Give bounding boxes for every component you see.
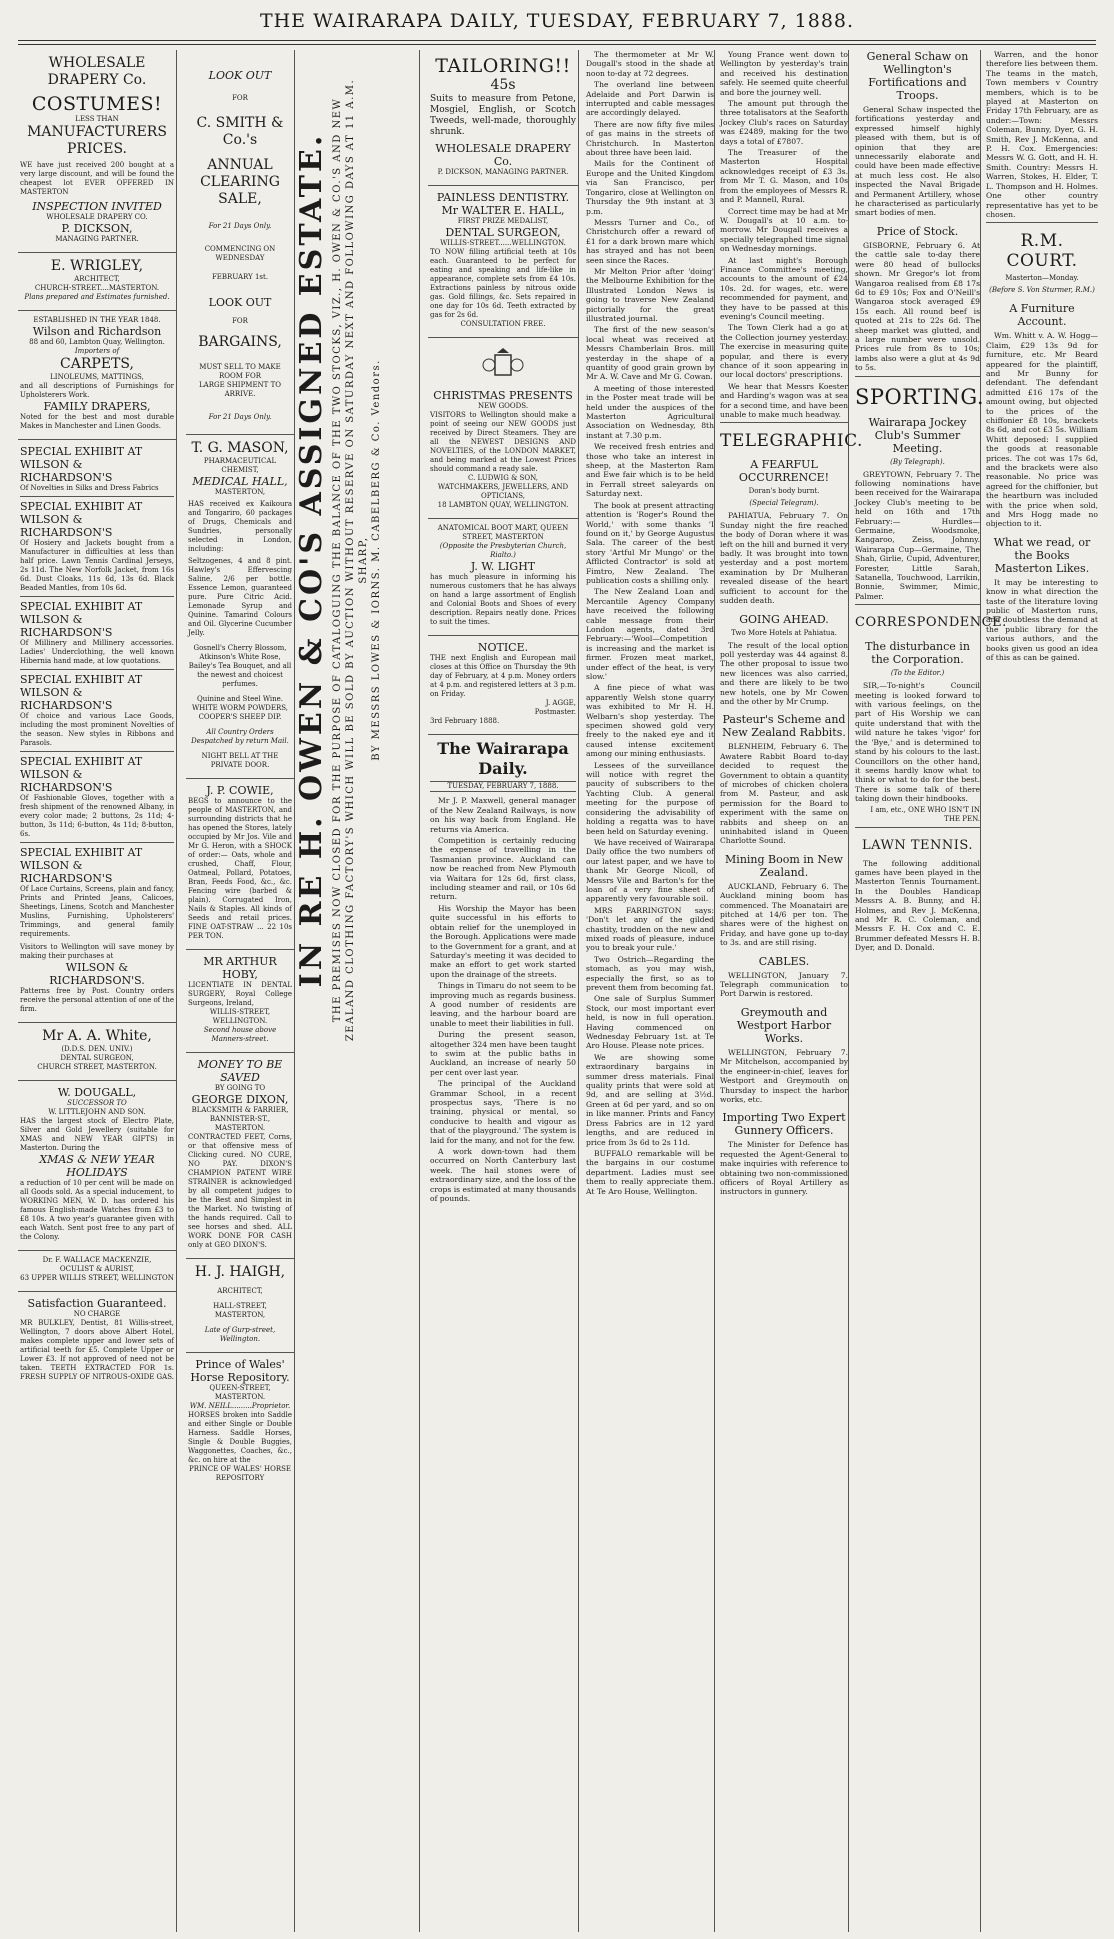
divider [855, 376, 980, 377]
exhibit-text: Of Lace Curtains, Screens, plain and fancy, Prints and Printed Jeans, Calicoes, Sheetings, Linens, Scotch and Manchester Muslins, Furnishing, Upholsterers' Trimmings, and general family requirements. [20, 885, 174, 938]
column-2 [186, 50, 295, 1932]
divider [855, 827, 980, 828]
advert-headline: MEDICAL HALL, [192, 475, 288, 488]
paragraph: A meeting of those interested in the Poster meat trade will be held under the auspices of the Masterton Agricultural Association on Wednesday, 8th instant at 7.30 p.m. [586, 383, 714, 440]
exhibit-title: SPECIAL EXHIBIT AT WILSON & RICHARDSON'S [20, 600, 143, 639]
paragraph: We hear that Messrs Koester and Harding's wagon was at sea for a second time, and have been unable to make much headway. [720, 381, 848, 420]
exhibit-title: SPECIAL EXHIBIT AT WILSON & RICHARDSON'S [20, 500, 143, 539]
advert-headline: COSTUMES! [31, 93, 163, 115]
advert-text: MUST SELL TO MAKE ROOM FOR [199, 363, 281, 380]
news-paragraphs [720, 50, 848, 419]
advert-text: LICENTIATE IN DENTAL SURGERY, Royal College Surgeons, Ireland, [188, 981, 292, 1007]
article-heading: Greymouth and Westport Harbor Works. [736, 1005, 832, 1045]
advert-text: NIGHT BELL AT THE PRIVATE DOOR. [201, 752, 279, 769]
advert-text: MANAGING PARTNER. [55, 235, 139, 243]
article-subheading: (By Telegraph). [890, 457, 945, 466]
paragraph: PAHIATUA, February 7. On Sunday night the fire reached the body of Doran where it was left on the hill and burned it very badly. It was brought into town yesterday and a post mortem examination by Dr Mulheran revealed disease of the heart sufficient to account for the sudden death. [720, 511, 848, 606]
paragraph: Things in Timaru do not seem to be improving much as regards business. A good number of residents are leaving, and the harbour board are unable to meet their liabilities in full. [430, 981, 576, 1028]
notice-role: Postmaster. [534, 708, 576, 717]
paragraph: GREYTOWN, February 7. The following nominations have been received for the Wairarapa Jockey Club's meeting to be held on 16th and 17th February:— Hurdles—Germaine, Woodsmoke, Kangaroo, Zeiss, Johnny. Wairarapa Cup—Germaine, The Shah, Girlie, Cupid, Adventurer, Forester, Little Sarah, Satanella, Touchwood, Larrikin, Bonnie, Swimmer, Mimic, Palmer. [855, 469, 980, 601]
advert-text: and all descriptions of Furnishings for Upholsterers Work. [20, 382, 174, 399]
advert-text: Visitors to Wellington will save money by making their purchases at [20, 943, 174, 960]
paragraph: SIR,—To-night's Council meeting is looked forward to with various feelings, on the part of His Worship we can quite understand that with the wild nature he takes 'vigor' for the 'Bye,' and is determined to stand by his colours to the last. Councillors on the other hand, it seems hardly know what to think or what to do for the best. There is some talk of there taking down their hindbooks. [855, 681, 980, 804]
advert-text: 88 and 60, Lambton Quay, Wellington. [29, 338, 165, 346]
advert-text: OCULIST & AURIST, [59, 1265, 135, 1273]
advert-text: LARGE SHIPMENT TO ARRIVE. [199, 381, 281, 398]
advert-text: DENTAL SURGEON, [60, 1054, 134, 1062]
paragraph: MRS FARRINGTON says: 'Don't let any of the gilded chastity, trodden on the new and mixed roads of pleasure, induce you to break your rule.' [586, 905, 714, 953]
paragraph: BUFFALO remarkable will be the bargains in our costume department. Ladies must see them to really appreciate them. At Te Aro House, Wellington. [586, 1148, 714, 1196]
advert-text: NEW GOODS. [477, 402, 529, 411]
section-heading: R.M. COURT. [1006, 231, 1078, 272]
masthead-rule [18, 40, 1096, 41]
advert-text: VISITORS to Wellington should make a point of seeing our NEW GOODS just received by Direct Steamers. They are all the NEWEST DESIGNS AND NOVELTIES, of the LONDON MARKET, and being marked at the Lowest Prices should command a ready sale. [430, 411, 576, 474]
article-heading: Pasteur's Scheme and New Zealand Rabbits. [722, 713, 846, 740]
paper-date: TUESDAY, FEBRUARY 7, 1888. [430, 781, 576, 792]
paragraph: AUCKLAND, February 6. The Auckland mining boom has commenced. The Moanatairi are pitched at 14/6 per ton. The shares were of the highest on Friday, and have gone up to-day to 3s. and are still rising. [720, 881, 848, 948]
paragraph: Competition is certainly reducing the expense of travelling in the Tasmanian province. Auckland can now be reached from New Plymouth via Waitara for 12s 6d, first class, including steamer and rail, or 10s 6d return. [430, 836, 576, 902]
exhibit-title: SPECIAL EXHIBIT AT WILSON & RICHARDSON'S [20, 673, 143, 712]
advert-text: BLACKSMITH & FARRIER, [191, 1106, 289, 1114]
advert-title: WHOLESALE DRAPERY Co. [47, 55, 147, 88]
article-subheading: Two More Hotels at Pahiatua. [731, 628, 837, 637]
column-5 [586, 50, 715, 1932]
article-heading: CABLES. [758, 954, 810, 968]
advert-text: LOOK OUT [208, 69, 272, 82]
vertical-notice-text [293, 70, 383, 1050]
divider [20, 842, 174, 843]
advert-dixon-blacksmith [186, 1053, 294, 1259]
advert-text: W. LITTLEJOHN AND SON. [48, 1108, 146, 1116]
advert-text: For 21 Days Only. [208, 413, 272, 421]
advert-haigh-architect [186, 1259, 294, 1353]
paragraph: Warren, and the honor therefore lies between them. The teams in the match, Town members v Country members, which is to be played at Masterton on Friday 17th February, are as under:—Town: Messrs Coleman, Bunny, Dyer, G. H. Smith, Rev J. McKenna, and P. H. Cox. Emergencies: Messrs W. G. Gott, and H. H. Smith. Country: Messrs H. Warren, Stokes, H. Elder, T. L. Thompson and H. Holmes. One other country representative has yet to be chosen. [986, 50, 1099, 219]
editorial-section [428, 735, 578, 1209]
divider [720, 422, 848, 423]
paragraph: The overland line between Adelaide and Port Darwin is interrupted and cable messages are accordingly delayed. [586, 80, 714, 118]
advert-name: J. W. LIGHT [470, 560, 536, 574]
article-heading: Price of Stock. [876, 224, 959, 238]
exhibit-text: Of Hosiery and Jackets bought from a Manufacturer in difficulties at less than half price. Lawn Tennis Cardinal Jerseys, 2s 11d. The New Norfolk Jacket, from 16s 6d. Dust Cloaks, 11s 6d, 13s 6d. Black Beaded Mantles, from 10s 6d. [20, 539, 174, 592]
section-heading: CORRESPONDENCE. [855, 615, 1007, 631]
editorial-paragraphs [430, 796, 576, 1203]
article-heading: What we read, or the Books Masterton Likes. [993, 535, 1091, 575]
advert-text: WHOLESALE DRAPERY CO. [46, 213, 148, 221]
royal-crest-icon [479, 347, 527, 383]
advert-name: P. DICKSON, [61, 222, 133, 235]
masthead-rule [18, 44, 1096, 45]
advert-headline: MONEY TO BE SAVED [197, 1058, 283, 1084]
advert-name: MR ARTHUR HOBY, [203, 955, 277, 981]
advert-text: SUCCESSOR TO [67, 1099, 127, 1107]
advert-text: NO CHARGE [73, 1310, 121, 1318]
advert-text: TO NOW filling artificial teeth at 10s each. Guaranteed to be perfect for eating and speaking and life-like in appearance, complete sets from £4 10s. Extractions painless by nitrous oxide gas. Gold fillings, &c. Sets repaired in one day for 10s 6d. Teeth extracted by gas for 2s 6d. [430, 248, 576, 319]
exhibit-text: Of choice and various Lace Goods, including the most prominent Novelties of the season. New styles in Ribbons and Parasols. [20, 712, 174, 747]
advert-headline: XMAS & NEW YEAR HOLIDAYS [39, 1153, 155, 1179]
vertical-footer: BY MESSRS LOWES & IORNS. M. CABELBERG & Co. Vendors. [371, 359, 382, 761]
notice-title: NOTICE. [477, 641, 529, 655]
advert-text: HORSES broken into Saddle and either Single or Double Harness. Saddle Horses, Single & Double Buggies, Waggonettes, Coaches, &c., &c. on hire at the [188, 1411, 292, 1464]
advert-text: ARCHITECT, [74, 275, 120, 283]
exhibit-item [20, 445, 174, 493]
advert-name: W. DOUGALL, [57, 1086, 137, 1099]
advert-name: H. J. HAIGH, [194, 1264, 286, 1280]
advert-text: BANNISTER-ST., MASTERTON. [209, 1115, 271, 1132]
column-4 [428, 50, 579, 1932]
paper-title: The Wairarapa Daily. [437, 739, 569, 779]
advert-headline: TAILORING!! [435, 55, 571, 77]
advert-text: MR BULKLEY, Dentist, 81 Willis-street, Wellington, 7 doors above Albert Hotel, makes complete upper and lower sets of artificial teeth for £5. Complete Upper or Lower £3. If not approved of need not be taken. TEETH EXTRACTED FOR 1s. FRESH SUPPLY OF NITROUS-OXIDE GAS. [20, 1319, 174, 1381]
paragraph: The first of the new season's local wheat was received at Messrs Chamberlain Bros. mill yesterday in the shape of a quantity of good grain grown by Mr A. W. Cave and Mr G. Cowan. [586, 325, 714, 382]
paragraph: The amount put through the three totalisators at the Seaforth Jockey Club's races on Saturday was £2489, making for the two days a total of £7807. [720, 99, 848, 146]
advert-hall-dentist [428, 186, 578, 338]
advert-name: WHOLESALE DRAPERY Co. [435, 142, 571, 168]
advert-mackenzie [18, 1251, 176, 1292]
divider [855, 604, 980, 605]
paragraph: There are now fifty five miles of gas mains in the streets of Christchurch. In Masterton about three have been laid. [586, 119, 714, 158]
advert-text: has much pleasure in informing his numerous customers that he has always on hand a large assortment of English and Colonial Boots and Shoes of every description. Repairs neatly done. Prices to suit the times. [430, 573, 576, 627]
divider [20, 496, 174, 497]
exhibit-item [20, 846, 174, 939]
advert-text: For 21 Days Only. [208, 222, 272, 230]
advert-text: HAS received ex Kaikoura and Tongariro, 60 packages of Drugs, Chemicals and Sundries, personally selected in London, including: [188, 500, 292, 553]
advert-name: Prince of Wales' Horse Repository. [190, 1358, 290, 1384]
column-8 [986, 50, 1098, 1932]
paragraph: The following additional games have been played in the Masterton Tennis Tournament. In the Doubles Handicap Messrs A. B. Bunny, and H. Holmes, and Rev J. McKenna, and Mr R. C. Coleman, and Messrs F. H. Cox and C. E. Brummer defeated Messrs H. B. Dyer, and D. Donald. [855, 858, 980, 953]
advert-text: P. DICKSON, MANAGING PARTNER. [437, 168, 569, 176]
advert-text: BY GOING TO [214, 1084, 266, 1092]
advert-cowie [186, 779, 294, 950]
exhibit-text: Of Fashionable Gloves, together with a fresh shipment of the renowned Albany, in every color made; 2 buttons, 2s 11d; 4-button, 3s 11d; 6-button, 4s 11d; 8-button, 6s. [20, 794, 174, 838]
article-subheading: Doran's body burnt. [748, 487, 820, 496]
advert-price: 45s [490, 77, 516, 93]
article-heading: A Furniture Account. [1009, 302, 1075, 329]
advert-text: All Country Orders Despatched by return Mail. [191, 728, 289, 745]
advert-name: J. P. COWIE, [206, 784, 274, 797]
notice-text: THE next English and European mail closes at this Office on Thursday the 9th day of February, at 4 p.m. Money orders at 4 p.m. and registered letters at 3 p.m. on Friday. [430, 654, 576, 699]
section-heading: SPORTING. [855, 384, 985, 409]
advert-text: FOR [232, 317, 248, 325]
paragraph: WELLINGTON, January 7. Telegraph communication to Port Darwin is restored. [720, 970, 848, 999]
advert-name: C. LUDWIG & SON, [467, 474, 538, 483]
advert-headline: CHRISTMAS PRESENTS [433, 389, 573, 403]
article-subheading: (To the Editor.) [890, 669, 945, 678]
paragraph: The Town Clerk had a go at the Collection journey yesterday. The exercise in measuring quite popular, and there is every chance of it soon appearing in our local doctors' prescriptions. [720, 323, 848, 380]
article-heading: GOING AHEAD. [739, 612, 829, 626]
exhibit-title: SPECIAL EXHIBIT AT WILSON & RICHARDSON'S [20, 445, 143, 484]
exhibit-item [20, 600, 174, 666]
advert-text: WATCHMAKERS, JEWELLERS, AND OPTICIANS, [437, 483, 569, 501]
advert-wilson-richardson [18, 311, 176, 440]
advert-text: LINOLEUMS, MATTINGS, [50, 373, 144, 381]
article-subheading: (Before S. Von Sturmer, R.M.) [989, 286, 1095, 295]
paragraph: His Worship the Mayor has been quite successful in his efforts to obtain relief for the unemployed in the Borough. Applications were made to the Government for a grant, and at Saturday's meeting it was decided to make an effort to get work started upon the drainage of the streets. [430, 903, 576, 979]
advert-text: MASTERTON, [214, 488, 266, 496]
advert-name: C. SMITH & Co.'s [196, 115, 284, 148]
vertical-body: THE PREMISES NOW CLOSED FOR THE PURPOSE OF CATALOGUING THE BALANCE OF THE TWO STOCKS, VIZ., H. OWEN & CO.'S AND NEW ZEALAND CLOTHING FACTORY'S WHICH WILL BE SOLD BY AUCTION WITHOUT RESERVE ON SATURDAY NEXT AND FOLLOWING DAYS AT 11 A.M. SHARP, [332, 78, 369, 1042]
advert-text: (D.D.S. DEN. UNIV.) [61, 1045, 133, 1053]
advert-text: COMMENCING ON WEDNESDAY [204, 245, 276, 262]
paragraph: A fine piece of what was apparently Welsh stone quarry was exhibited to Mr H. H. Welbarn's shop yesterday. The specimen showed gold very freely to the naked eye and it caused intense excitement among our mining enthusiasts. [586, 683, 714, 759]
advert-text: WM. NEILL.........Proprietor. [189, 1402, 291, 1410]
notice-date: 3rd February 1888. [430, 717, 500, 726]
advert-text: DENTAL SURGEON, [445, 226, 561, 239]
column-1 [18, 50, 177, 1932]
advert-text: CHURCH STREET, MASTERTON. [37, 1063, 157, 1071]
advert-wrigley [18, 253, 176, 311]
exhibit-item [20, 500, 174, 593]
paragraph: It may be interesting to know in what direction the taste of the literature loving public of Masterton runs, and doubtless the demand at the public library for the various authors, and the books given us good an idea of this as can be gained. [986, 577, 1098, 663]
paragraph: Messrs Turner and Co., of Christchurch offer a reward of £1 for a dark brown mare which has strayed and has not been seen since the Races. [586, 217, 714, 265]
advert-boot-mart [428, 519, 578, 636]
article-subheading: Masterton—Monday. [1005, 274, 1079, 283]
advert-headline: MANUFACTURERS PRICES. [27, 124, 167, 157]
advert-prince-of-wales [186, 1353, 294, 1491]
advert-name: Mr A. A. White, [42, 1028, 152, 1044]
advert-text: 63 UPPER WILLIS STREET, WELLINGTON [20, 1274, 174, 1282]
advert-text: Quinine and Steel Wine. WHITE WORM POWDERS, COOPER'S SHEEP DIP. [191, 695, 289, 721]
column-6 [720, 50, 863, 1932]
paragraph: Young France went down to Wellington by yesterday's train and received his destination safely. He seemed quite cheerful and bore the journey well. [720, 50, 848, 97]
advert-headline: ANNUAL CLEARING SALE, [200, 157, 280, 207]
article-heading: The disturbance in the Corporation. [865, 640, 970, 667]
paragraph: During the present season, altogether 324 men have been taught to swim at the public baths in Auckland, an increase of nearly 50 per cent over last year. [430, 1030, 576, 1077]
advert-text: FIRST PRIZE MEDALIST, [457, 217, 549, 225]
column-7 [855, 50, 1007, 1932]
article-heading: Mining Boom in New Zealand. [725, 852, 843, 879]
exhibit-item [20, 673, 174, 748]
advert-name: WILSON & RICHARDSON'S. [49, 961, 145, 987]
advert-text: ESTABLISHED IN THE YEAR 1848. [33, 316, 161, 324]
article-subheading: (Special Telegram). [749, 499, 819, 508]
advert-text: PRINCE OF WALES' HORSE REPOSITORY [188, 1465, 291, 1482]
divider [20, 751, 174, 752]
advert-text: ARCHITECT, [217, 1287, 263, 1295]
advert-christmas-presents [428, 338, 578, 519]
vertical-title: IN RE H. OWEN & CO'S ASSIGNED ESTATE. [294, 132, 329, 988]
paragraph: WELLINGTON, February 7. Mr Mitchelson, accompanied by the engineer-in-chief, leaves for Westport and Greymouth on Thursday to inspect the harbor works, etc. [720, 1047, 848, 1104]
advert-name: T. G. MASON, [191, 440, 289, 456]
paragraph: The New Zealand Loan and Mercantile Agency Company have received the following cable message from their London agents, dated 3rd February:—'Wool—Competition is increasing and the market is firmer. Frozen meat market, under effect of the heat, is very slow.' [586, 587, 714, 681]
notice-mail [428, 636, 578, 735]
advert-special-exhibits [18, 440, 176, 1023]
divider [20, 669, 174, 670]
section-heading: LAWN TENNIS. [862, 837, 973, 853]
advert-text: CONTRACTED FEET, Corns, or that offensive mess of Clicking cured. NO CURE, NO PAY. DIXON'S CHAMPION PATENT WIRE STRAINER is acknowledged by all competent judges to be the Best and Simplest in the Market. No twisting of the hands required. Call to see horses and shed. ALL WORK DONE FOR CASH only at GEO DIXON'S. [188, 1133, 292, 1249]
news-paragraphs [586, 50, 714, 1196]
notice-signature: J. AGGE, [545, 699, 576, 708]
paragraph: The book at present attracting attention is 'Roger's Round the World,' with some thanks 'I found on it,' by George Augustus Sala. The career of the best story 'Artful Mr Mungo' or the Afflicted Contractor' is sold at Fimtro, New Zealand. The publication costs a shilling only. [586, 500, 714, 585]
paragraph: One sale of Surplus Summer Stock, our most important ever held, is now in full operation. Having commenced on Wednesday February 1st. at Te Aro House. Please note prices. [586, 994, 714, 1051]
advert-text: BEGS to announce to the people of MASTERTON, and surrounding districts that he has opened the Stores, lately occupied by Mr Jos. Vile and Mr G. Heron, with a SHOCK of order:— Oats, whole and crushed, Chaff, Flour, Oatmeal, Pollard, Potatoes, Bran, Feeds Food, &c., &c. Fencing wire (barbed & plain). Corrugated Iron, Nails & Staples. All kinds of Seeds and retail prices. FINE OAT-STRAW ... 22 10s PER TON. [188, 797, 292, 940]
paragraph: We received fresh entries and those who take an interest in sheep, at the Masterton Ram and Ewe fair which is to be held in Ferrall street saleyards on Saturday next. [586, 442, 714, 499]
advert-headline: FAMILY DRAPERS, [43, 400, 151, 413]
advert-text: Second house above Manners-street. [203, 1026, 277, 1043]
advert-drapery-costumes [18, 50, 176, 253]
divider [986, 222, 1098, 223]
letter-signature: I am, etc., ONE WHO ISN'T IN THE PEN. [870, 805, 980, 823]
advert-text: 18 LAMBTON QUAY, WELLINGTON. [437, 501, 569, 510]
paragraph: Correct time may be had at Mr W. Dougall's at 10 a.m. to-morrow. Mr Dougall receives a specially telegraphed time signal on Wednesday mornings. [720, 206, 848, 254]
advert-dougall [18, 1081, 176, 1251]
advert-smith-sale [186, 50, 294, 435]
paragraph: We have received of Wairarapa Daily office the two numbers of our latest paper, and we have to thank Mr George Nicoll, of Messrs Vile and Barton's for the loan of a very fine sheet of apparently very favourable soil. [586, 837, 714, 904]
advert-text: LESS THAN [75, 115, 119, 123]
advert-name: E. WRIGLEY, [50, 258, 144, 274]
paragraph: BLENHEIM, February 6. The Awatere Rabbit Board to-day decided to request the Government to obtain a quantity of microbes of chicken cholera from M. Pasteur, and ask permission for the Board to experiment with the same on rabbits and sheep on an uninhabited island in Queen Charlotte Sound. [720, 742, 848, 846]
exhibit-text: Of Millinery and Millinery accessories. Ladies' Underclothing, the well known Hibernia hand made, at low quotations. [20, 639, 174, 665]
advert-headline: ANATOMICAL BOOT MART, QUEEN STREET, MASTERTON [437, 524, 569, 542]
advert-text: Plans prepared and Estimates furnished. [24, 293, 170, 301]
advert-text: Seltzogenes, 4 and 8 pint. Hawley's Effervescing Saline, 2/6 per bottle. Essence Lemon, guaranteed pure. Pure Citric Acid. Lemonade Syrup and Quinine. Tamarind Colours and Oil. Glycerine Cucumber Jelly. [188, 557, 292, 637]
advert-mason-chemist [186, 435, 294, 779]
article-heading: A FEARFUL OCCURRENCE! [738, 458, 830, 485]
advert-text: Patterns free by Post. Country orders receive the personal attention of one of the firm. [20, 987, 174, 1013]
section-heading: TELEGRAPHIC. [720, 431, 863, 452]
advert-tailoring [428, 50, 578, 186]
advert-text: a reduction of 10 per cent will be made on all Goods sold. As a special inducement, to WORKING MEN, W. D. has ordered his famous English-made Watches from £3 to £8 10s. A two year's guarantee given with each Watch. Sent post free to any part of the Colony. [20, 1179, 174, 1241]
vertical-notice [294, 50, 419, 1932]
advert-name: Dr. F. WALLACE MACKENZIE, [42, 1256, 152, 1264]
advert-text: Gosnell's Cherry Blossom, Atkinson's White Rose, Bailey's Tea Bouquet, and all the newest and choicest perfumes. [188, 644, 292, 688]
paragraph: The result of the local option poll yesterday was 44 against 8. The other proposal to issue two new licences was also carried, and there are likely to be two new hotels, one by Mr Cowen and the other by Mr Crump. [720, 640, 848, 706]
advert-text: WILLIS-STREET......WELLINGTON. [440, 239, 566, 247]
advert-text: WE have just received 200 bought at a very large discount, and will be found the cheapest lot EVER OFFERED IN MASTERTON [20, 161, 174, 196]
advert-name: Wilson and Richardson [32, 325, 162, 338]
advert-headline: CARPETS, [60, 356, 134, 372]
exhibit-title: SPECIAL EXHIBIT AT WILSON & RICHARDSON'S [20, 755, 143, 794]
advert-text: (Opposite the Presbyterian Church, Rialto.) [439, 542, 567, 560]
advert-text: QUEEN-STREET, MASTERTON. [209, 1384, 271, 1401]
advert-text: PHARMACEUTICAL CHEMIST, [203, 457, 277, 474]
advert-text: HALL-STREET, MASTERTON, [213, 1302, 267, 1319]
advert-text: INSPECTION INVITED [32, 200, 162, 213]
article-heading: Wairarapa Jockey Club's Summer Meeting. [868, 415, 967, 455]
exhibit-title: SPECIAL EXHIBIT AT WILSON & RICHARDSON'S [20, 846, 143, 885]
advert-text: FOR [232, 94, 248, 102]
advert-hoby-dentist [186, 950, 294, 1053]
paragraph: Lessees of the surveillance will notice with regret the paucity of subscribers to the Yachting Club. A general meeting for the purpose of considering the advisability of holding a regatta was to have been held on Saturday evening. [586, 760, 714, 836]
article-heading: General Schaw on Wellington's Fortifications and Troops. [866, 50, 969, 102]
paragraph: A work down-town had them occurred on North Canterbury last week. The hail stones were of extraordinary size, and the loss of the crops is estimated at many thousands of pounds. [430, 1147, 576, 1204]
paragraph: Mr J. P. Maxwell, general manager of the New Zealand Railways, is now on his way back from England. He returns via America. [430, 796, 576, 834]
advert-text: CHURCH-STREET....MASTERTON. [34, 284, 160, 292]
paragraph: Wm. Whitt v. A. W. Hogg—Claim, £29 13s 9d for furniture, etc. Mr Beard appeared for the plaintiff, and Mr Bunny for defendant. The defendant admitted £16 17s of the amount owing, but objected to the prices of the chiffonier £8 10s, brackets 8s 6d, and cot £3 5s. William Whitt deposed: I supplied the goods at reasonable prices. The cot was 17s 6d, and the brackets were also reasonable. No price was agreed for the chiffonier, but the heartburn was included with the price when sold, and Mrs Hogg made no objection to it. [986, 331, 1098, 529]
advert-text: WILLIS-STREET, WELLINGTON. [209, 1008, 271, 1025]
article-heading: Importing Two Expert Gunnery Officers. [722, 1111, 846, 1138]
advert-text: LOOK OUT [208, 296, 272, 309]
paragraph: Mr Melton Prior after 'doing' the Melbourne Exhibition for the Illustrated London News is going to traverse New Zealand pictorially for the great illustrated journal. [586, 266, 714, 323]
advert-white-dentist [18, 1023, 176, 1081]
advert-headline: PAINLESS DENTISTRY. [436, 191, 570, 204]
advert-text: Importers of [74, 347, 120, 355]
paragraph: The principal of the Auckland Grammar School, in a recent prospectus says, 'There is no training, physical or mental, so conducive to health and vigour as that of the playground.' The system is laid for the many, and not for the few. [430, 1079, 576, 1145]
advert-text: FEBRUARY 1st. [211, 273, 269, 281]
advert-text: HAS the largest stock of Electro Plate, Silver and Gold Jewellery (suitable for XMAS and NEW YEAR GIFTS) in Masterton. During the [20, 1117, 174, 1152]
paragraph: The Treasurer of the Masterton Hospital acknowledges receipt of £3 3s. from Mr T. G. Mason, and 10s from the employees of Messrs R. and P. Mannell, Rural. [720, 148, 848, 205]
advert-text: Noted for the best and most durable Makes in Manchester and Linen Goods. [20, 413, 174, 430]
paragraph: General Schaw inspected the fortifications yesterday and expressed himself highly pleased with them, but is of opinion that they are unnecessarily elaborate and could have been made effective at much less cost. He also inspected the Naval Brigade and Permanent Artillery, whose he characterised as particularly smart bodies of men. [855, 105, 980, 218]
divider [20, 596, 174, 597]
exhibit-text: Of Novelties in Silks and Dress Fabrics [20, 484, 159, 492]
paragraph: Two Ostrich—Regarding the stomach, as you may wish, especially the first, so as to prevent them from becoming fat. [586, 954, 714, 992]
paragraph: At last night's Borough Finance Committee's meeting, accounts to the amount of £24 10s. 2d. for wages, etc. were recommended for payment, and they have to be passed at this evening's Council meeting. [720, 255, 848, 321]
advert-headline: Satisfaction Guaranteed. [27, 1297, 167, 1310]
exhibit-item [20, 755, 174, 839]
advert-bulkley-dentist [18, 1292, 176, 1390]
paragraph: The thermometer at Mr W. Dougall's stood in the shade at noon to-day at 72 degrees. [586, 50, 714, 78]
advert-text: CONSULTATION FREE. [460, 320, 546, 328]
column-3 [294, 50, 420, 1932]
advert-name: Mr WALTER E. HALL, [441, 204, 565, 217]
paragraph: Mails for the Continent of Europe and the United Kingdom via San Francisco, per Tongariro, close at Wellington on Thursday the 9th instant at 3 p.m. [586, 159, 714, 216]
advert-name: GEORGE DIXON, [191, 1093, 289, 1106]
masthead: THE WAIRARAPA DAILY, TUESDAY, FEBRUARY 7, 1888. [259, 10, 855, 32]
advert-text: Late of Gurp-street, Wellington. [204, 1326, 276, 1343]
paragraph: We are showing some extraordinary bargains in summer dress materials. Final quality prints that were sold at 9d, and are selling at 3½d. Green at 6d per yard, and so on in like manner. Prints and Fancy Dress Fabrics are in 12 yard lengths, and are reduced in price from 3s 6d to 2s 11d. [586, 1052, 714, 1147]
paragraph: GISBORNE, February 6. At the cattle sale to-day there were 80 head of bullocks shown. Mr Gregor's lot from Wangaroa realised from £8 17s 6d to £9 10s; Fox and O'Neill's Wangaroa stock averaged £9 15s each. All round beef is quoted at 21s to 22s 6d. The sheep market was glutted, and a large number were unsold. Prices rule from 8s to 10s; lambs also were a glut at 4s 9d to 5s. [855, 240, 980, 373]
paragraph: The Minister for Defence has requested the Agent-General to make inquiries with reference to obtaining two non-commissioned officers of Royal Artillery as instructors in gunnery. [720, 1140, 848, 1197]
advert-headline: BARGAINS, [198, 334, 282, 350]
advert-text: Suits to measure from Petone, Mosgiel, English, or Scotch Tweeds, well-made, thoroughly shrunk. [430, 94, 576, 137]
